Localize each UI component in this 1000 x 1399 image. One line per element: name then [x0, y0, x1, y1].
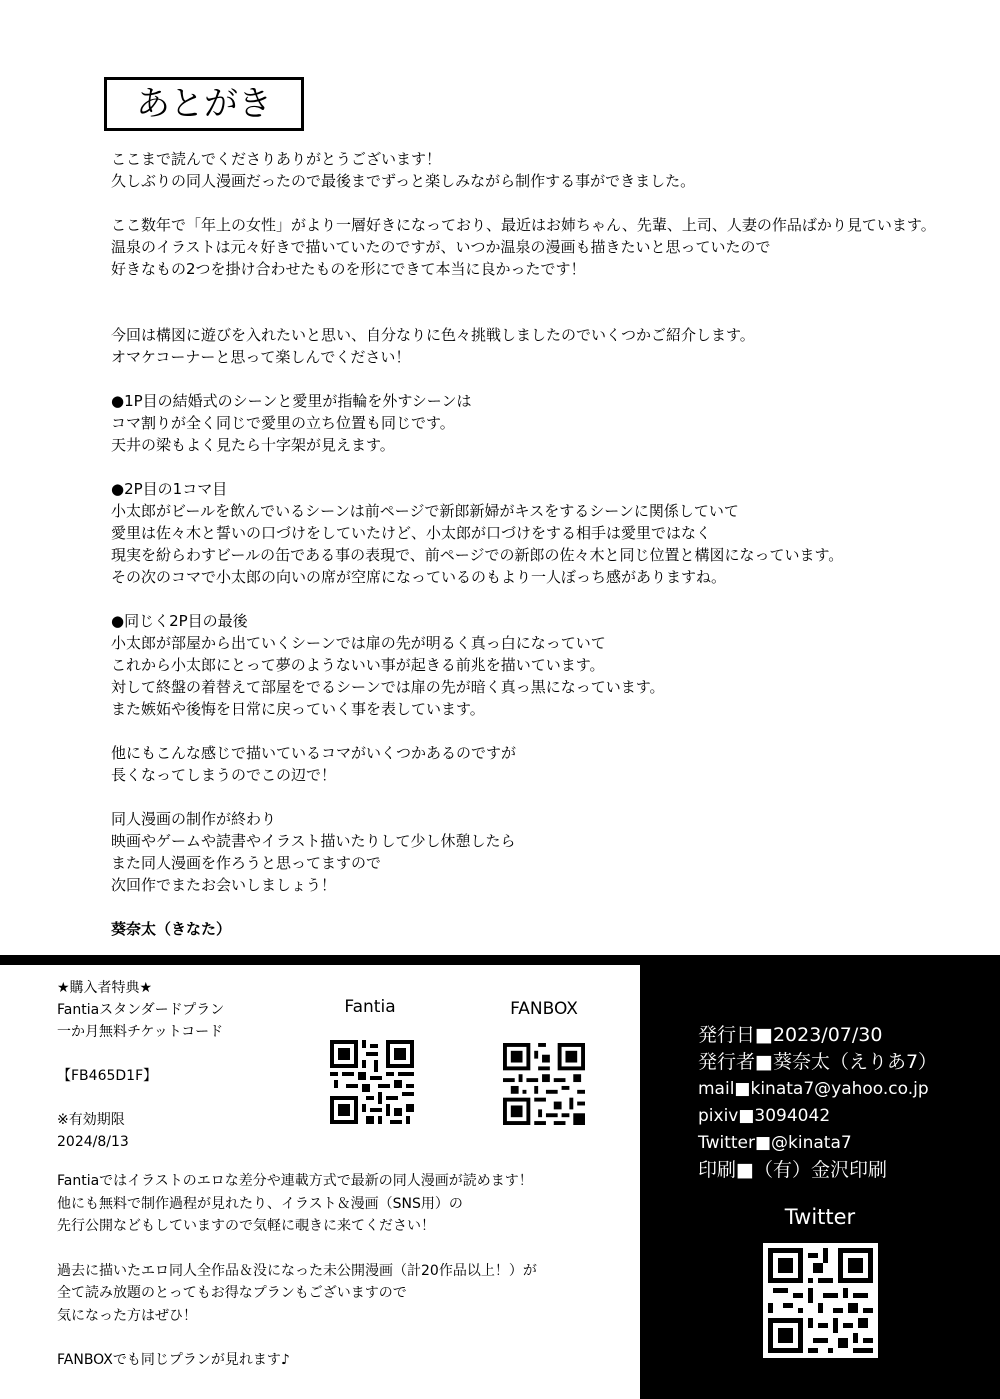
purchaser-bonus-panel [0, 965, 640, 1399]
author-signature: 葵奈太（きなた） [111, 920, 232, 938]
paragraph-page1-note: ●1P目の結婚式のシーンと愛里が指輪を外すシーンは コマ割りが全く同じで愛里の立ち位置も同じです。 天井の梁もよく見たら十字架が見えます。 [111, 392, 472, 454]
pixiv-id[interactable]: pixiv■3094042 [698, 1106, 831, 1126]
colophon-info [698, 1022, 988, 1184]
qr-twitter-label: Twitter [784, 1205, 856, 1229]
paragraph-more-panels: 他にもこんな感じで描いているコマがいくつかあるのですが 長くなってしまうのでこの辺で！ [111, 744, 517, 784]
twitter-handle[interactable]: Twitter■@kinata7 [698, 1133, 852, 1153]
printer: 印刷■（有）金沢印刷 [698, 1159, 887, 1181]
plan-description: 過去に描いたエロ同人全作品＆没になった未公開漫画（計20作品以上！）が 全て読み放題のとってもお得なプランもございますので 気になった方はぜひ！ [57, 1262, 537, 1324]
afterword-body [111, 148, 981, 940]
expiry-label: ※有効期限 [57, 1112, 125, 1128]
paragraph-preferences: ここ数年で「年上の女性」がより一層好きになっており、最近はお姉ちゃん、先輩、上司、人妻の作品ばかり見ています。 温泉のイラストは元々好きで描いていたのですが、いつか温泉の漫画も描きたいと思っていたので 好きなもの2つを掛け合わせたものを形にできて本当に良かったです！ [111, 216, 936, 278]
qr-code-fanbox-icon[interactable] [503, 1043, 585, 1125]
bonus-heading: ★購入者特典★ [57, 980, 153, 996]
paragraph-page2-last-note: ●同じく2P目の最後 小太郎が部屋から出ていくシーンでは扉の先が明るく真っ白になっていて これから小太郎にとって夢のようないい事が起きる前兆を描いています。 対して終盤の着替えて部屋をでるシーンでは扉の先が暗く真っ黒になっています。 また嫉妬や後悔を日常に戻っていく事を表しています。 [111, 612, 665, 718]
fanbox-note: FANBOXでも同じプランが見れます♪ [57, 1352, 290, 1368]
qr-code-fantia-icon[interactable] [330, 1040, 414, 1124]
paragraph-page2-panel1-note: ●2P目の1コマ目 小太郎がビールを飲んでいるシーンは前ページで新郎新婦がキスをするシーンに関係していて 愛里は佐々木と誓いの口づけをしていたけど、小太郎が口づけをする相手は愛里ではなく 現実を紛らわすビールの缶である事の表現で、前ページでの新郎の佐々木と同じ位置と構図になっています。 その次のコマで小太郎の向いの席が空席になっているのもより一人ぼっち感がありますね。 [111, 480, 844, 586]
paragraph-composition-intro: 今回は構図に遊びを入れたいと思い、自分なりに色々挑戦しましたのでいくつかご紹介します。 オマケコーナーと思って楽しんでください！ [111, 326, 755, 366]
fantia-description: Fantiaではイラストのエロな差分や連載方式で最新の同人漫画が読めます！ 他にも無料で制作過程が見れたり、イラスト＆漫画（SNS用）の 先行公開などもしていますので気軽に覗きに来てください！ [57, 1173, 533, 1234]
publisher: 発行者■葵奈太（えりあ7） [698, 1051, 938, 1073]
paragraph-closing: 同人漫画の制作が終わり 映画やゲームや読書やイラスト描いたりして少し休憩したら また同人漫画を作ろうと思ってますので 次回作でまたお会いしましょう！ [111, 810, 516, 894]
bonus-plan: Fantiaスタンダードプラン [57, 1002, 225, 1018]
bonus-ticket: 一か月無料チケットコード [57, 1024, 224, 1040]
publish-date: 発行日■2023/07/30 [698, 1024, 883, 1046]
afterword-title: あとがき [104, 77, 304, 131]
bonus-description [57, 1170, 637, 1372]
mail-address[interactable]: mail■kinata7@yahoo.co.jp [698, 1079, 929, 1099]
bonus-code: 【FB465D1F】 [57, 1068, 158, 1084]
qr-code-twitter-icon[interactable] [763, 1243, 878, 1358]
qr-fantia-label: Fantia [344, 997, 396, 1017]
expiry-date: 2024/8/13 [57, 1134, 129, 1150]
qr-fanbox-label: FANBOX [510, 999, 578, 1019]
paragraph-thanks: ここまで読んでくださりありがとうございます！ 久しぶりの同人漫画だったので最後までずっと楽しみながら制作する事ができました。 [111, 150, 696, 190]
